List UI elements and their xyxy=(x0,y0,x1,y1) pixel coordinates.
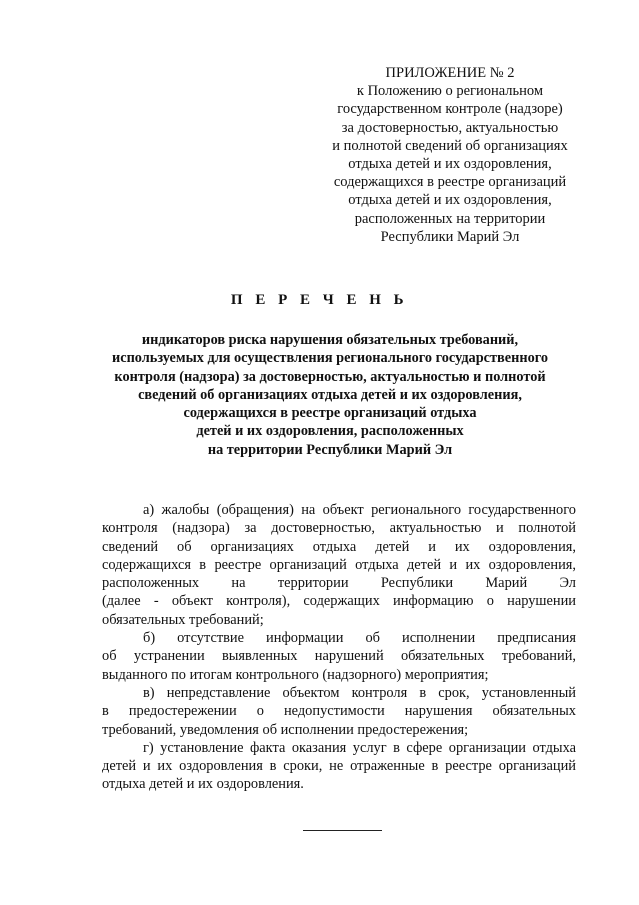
appendix-line: к Положению о региональном xyxy=(356,83,544,100)
list-item-b xyxy=(102,629,576,684)
subtitle-line: содержащихся в реестре организаций отдыха xyxy=(183,405,477,422)
paragraph-line: отдыха детей и их оздоровления. xyxy=(102,776,304,793)
appendix-block xyxy=(300,64,600,246)
indicator-list xyxy=(102,501,576,794)
paragraph-line: детей и их оздоровления в сроки, не отраженные в реестре организаций xyxy=(102,758,576,775)
paragraph-line: расположенных на территории Республики Марий Эл xyxy=(102,575,576,592)
paragraph-line: а) жалобы (обращения) на объект регионального государственного xyxy=(143,502,576,518)
appendix-line: расположенных на территории xyxy=(354,210,546,227)
paragraph-line: обязательных требований; xyxy=(102,611,264,628)
paragraph-line: б) отсутствие информации об исполнении предписания xyxy=(143,630,576,647)
appendix-line: отдыха детей и их оздоровления, xyxy=(348,156,552,173)
paragraph-line: содержащихся в реестре организаций отдыха детей и их оздоровления, xyxy=(102,556,576,573)
end-divider xyxy=(303,830,382,831)
paragraph-line: в) непредставление объектом контроля в срок, установленный xyxy=(143,684,576,701)
appendix-line: содержащихся в реестре организаций xyxy=(333,174,567,191)
appendix-line: и полнотой сведений об организациях xyxy=(332,137,568,154)
appendix-line: отдыха детей и их оздоровления, xyxy=(348,192,552,209)
paragraph-line: в предостережении о недопустимости нарушения обязательных xyxy=(102,703,576,720)
paragraph-line: г) установление факта оказания услуг в сфере организации отдыха xyxy=(143,739,576,756)
list-item-c xyxy=(102,684,576,739)
paragraph-line: выданного по итогам контрольного (надзорного) мероприятия; xyxy=(102,666,489,683)
subtitle-line: используемых для осуществления регионального государственного xyxy=(111,350,549,367)
paragraph-line: об устранении выявленных нарушений обязательных требований, xyxy=(102,648,576,665)
subtitle-line: контроля (надзора) за достоверностью, актуальностью и полнотой xyxy=(114,368,546,385)
subtitle-line: сведений об организациях отдыха детей и их оздоровления, xyxy=(138,386,522,403)
document-heading: П Е Р Е Ч Е Н Ь xyxy=(230,292,409,308)
appendix-line: Республики Марий Эл xyxy=(380,228,520,245)
appendix-title: ПРИЛОЖЕНИЕ № 2 xyxy=(385,65,515,81)
paragraph-line: (далее - объект контроля), содержащих информацию о нарушении xyxy=(102,593,576,610)
subtitle-line: на территории Республики Марий Эл xyxy=(207,441,453,458)
list-item-a xyxy=(102,501,576,629)
appendix-line: за достоверностью, актуальностью xyxy=(341,119,559,136)
paragraph-line: сведений об организациях отдыха детей и их оздоровления, xyxy=(102,538,576,555)
paragraph-line: контроля (надзора) за достоверностью, актуальностью и полнотой xyxy=(102,520,576,537)
list-item-d xyxy=(102,739,576,794)
appendix-line: государственном контроле (надзоре) xyxy=(337,101,563,118)
paragraph-line: требований, уведомления об исполнении предостережения; xyxy=(102,721,469,738)
subtitle-line: детей и их оздоровления, расположенных xyxy=(196,423,464,440)
subtitle-line: индикаторов риска нарушения обязательных требований, xyxy=(141,332,519,348)
document-subtitle xyxy=(90,331,570,459)
